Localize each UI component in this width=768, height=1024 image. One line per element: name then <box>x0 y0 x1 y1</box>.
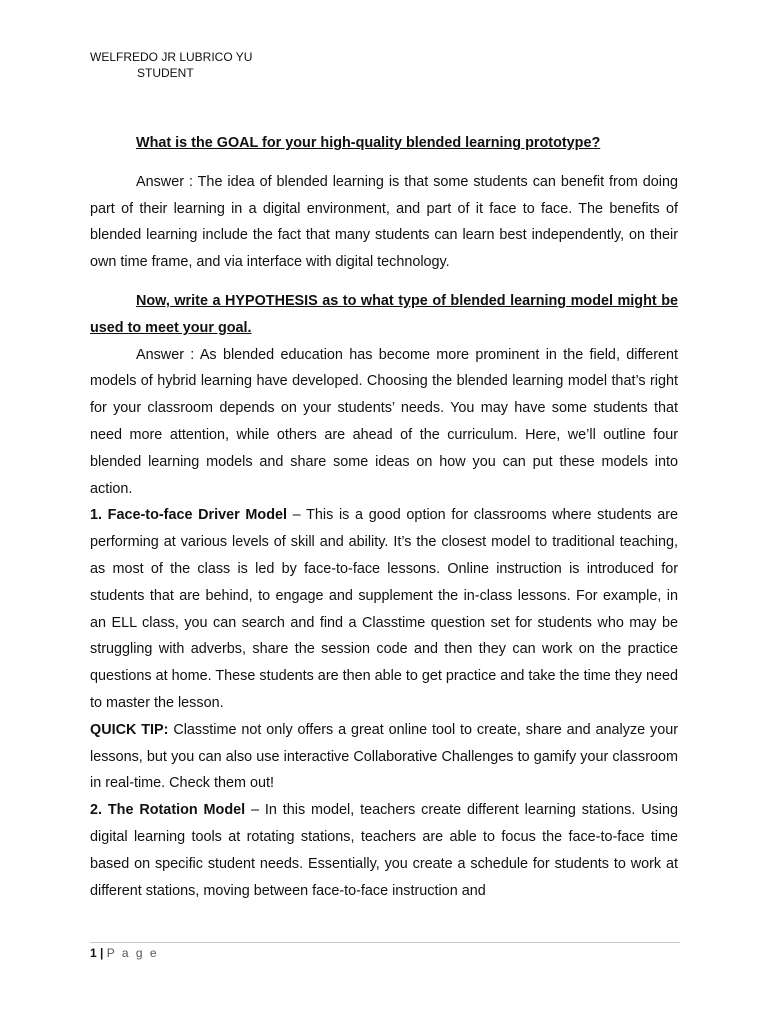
header <box>90 49 252 81</box>
page-number: 1 <box>90 946 97 960</box>
model-2-text: – In this model, teachers create different learning stations. Using digital learning tools at rotating stations, teachers are able to focus the face-to-face time based on specific student needs. Essentially, you create a schedule for students to work at different stations, moving between face-to-face instruction and <box>90 802 679 899</box>
question-goal: What is the GOAL for your high-quality blended learning prototype? <box>136 135 601 151</box>
page-separator: | <box>96 946 107 960</box>
model-1-paragraph <box>90 502 678 716</box>
model-1-text: – This is a good option for classrooms where students are performing at various levels of skill and ability. It’s the closest model to traditional teaching, as most of the class is led by face-to-face lessons. Online instruction is introduced for students that are behind, to engage and supplement the in-class lessons. For example, in an ELL class, you can search and find a Classtime question set for students who may be struggling with adverbs, share the session code and then they can work on the practice questions at home. These students are then able to get practice and take the time they need to master the lesson. <box>90 507 679 711</box>
quick-tip-label: QUICK TIP: <box>90 721 169 738</box>
page-label: P a g e <box>106 946 159 960</box>
answer-goal: Answer : The idea of blended learning is that some students can benefit from doing part of their learning in a digital environment, and part of it face to face. The benefits of blended learning include the fact that many students can learn best independently, on their own time frame, and via interface with digital technology. <box>90 173 678 271</box>
page-footer <box>90 942 680 960</box>
author-role: STUDENT <box>137 66 194 80</box>
question-hypothesis: Now, write a HYPOTHESIS as to what type of blended learning model might be used to meet your goal. <box>90 292 678 336</box>
answer-hypothesis: Answer : As blended education has become more prominent in the field, different models of hybrid learning have developed. Choosing the blended learning model that’s right for your classroom depends on your students’ needs. You may have some students that need more attention, while others are ahead of the curriculum. Here, we’ll outline four blended learning models and share some ideas on how you can put these models into action. <box>90 346 678 497</box>
author-name: WELFREDO JR LUBRICO YU <box>90 50 253 64</box>
model-2-title: 2. The Rotation Model <box>90 802 246 819</box>
quick-tip-text: Classtime not only offers a great online tool to create, share and analyze your lessons, but you can also use interactive Collaborative Challenges to gamify your classroom in real-time. Check them out! <box>90 721 679 792</box>
quick-tip-paragraph <box>90 717 678 797</box>
model-1-title: 1. Face-to-face Driver Model <box>90 507 287 524</box>
model-2-paragraph <box>90 797 678 904</box>
document-body <box>90 130 678 904</box>
